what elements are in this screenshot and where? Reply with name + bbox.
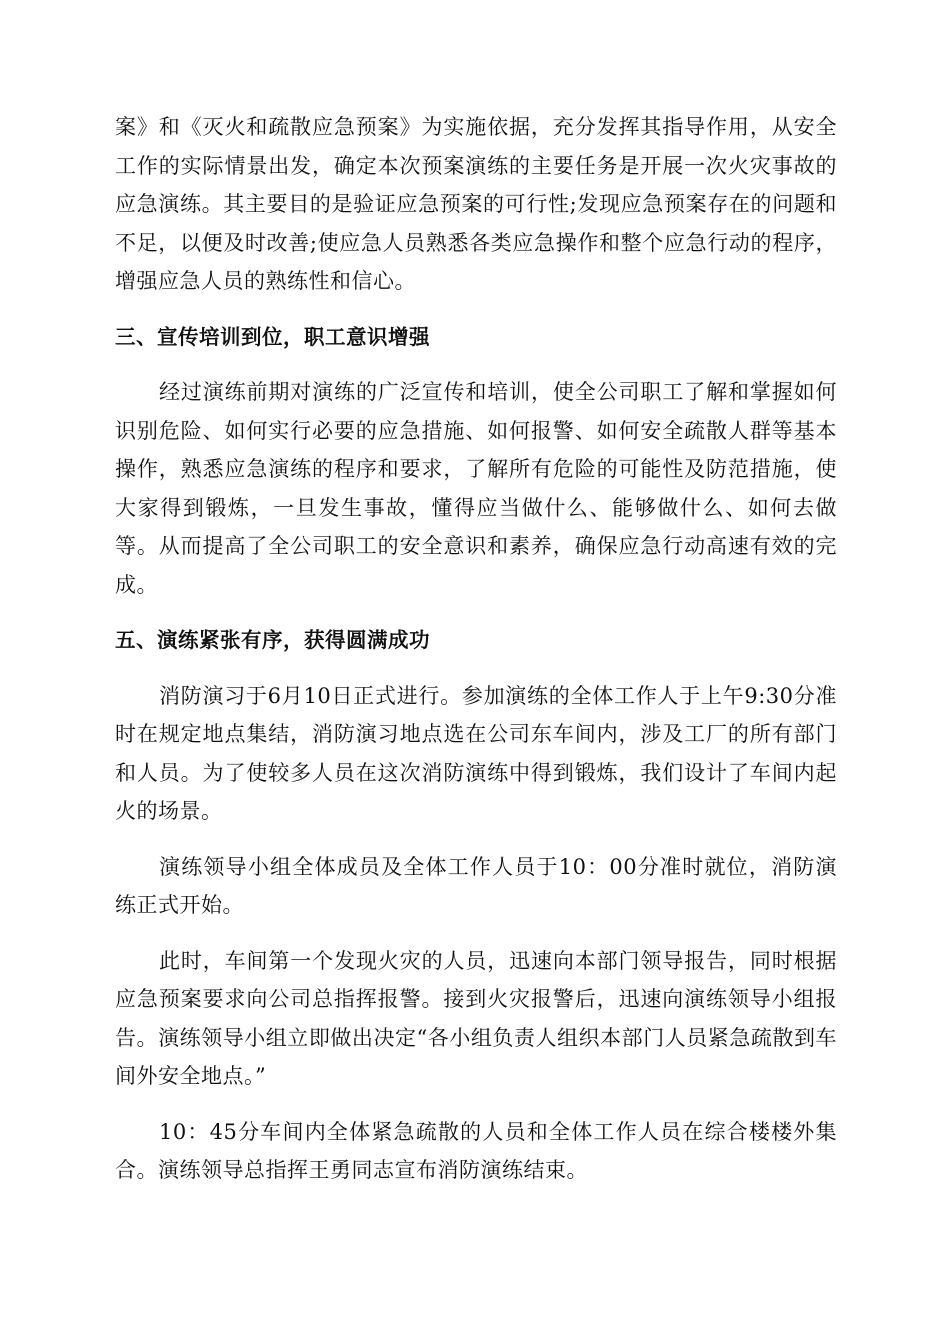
paragraph-training: 经过演练前期对演练的广泛宣传和培训，使全公司职工了解和掌握如何识别危险、如何实行必要的应急措施、如何报警、如何安全疏散人群等基本操作，熟悉应急演练的程序和要求，了解所有危险的可能性及防范措施，使大家得到锻炼，一旦发生事故，懂得应当做什么、能够做什么、如何去做等。从而提高了全公司职工的安全意识和素养，确保应急行动高速有效的完成。 bbox=[115, 380, 837, 597]
document-body bbox=[115, 108, 837, 1207]
paragraph-drill-begin: 演练领导小组全体成员及全体工作人员于10：00分准时就位，消防演练正式开始。 bbox=[115, 854, 837, 917]
section-heading-drill-success: 五、演练紧张有序，获得圆满成功 bbox=[115, 628, 430, 652]
paragraph-drill-purpose: 案》和《灭火和疏散应急预案》为实施依据，充分发挥其指导作用，从安全工作的实际情景出发，确定本次预案演练的主要任务是开展一次火灾事故的应急演练。其主要目的是验证应急预案的可行性;发现应急预案存在的问题和不足，以便及时改善;使应急人员熟悉各类应急操作和整个应急行动的程序，增强应急人员的熟练性和信心。 bbox=[115, 115, 837, 293]
section-heading-training: 三、宣传培训到位，职工意识增强 bbox=[115, 324, 430, 349]
paragraph-drill-start: 消防演习于6月10日正式进行。参加演练的全体工作人于上午9:30分准时在规定地点集结，消防演习地点选在公司东车间内，涉及工厂的所有部门和人员。为了使较多人员在这次消防演练中得到锻炼，我们设计了车间内起火的场景。 bbox=[115, 683, 837, 823]
paragraph-drill-end: 10：45分车间内全体紧急疏散的人员和全体工作人员在综合楼楼外集合。演练领导总指挥王勇同志宣布消防演练结束。 bbox=[115, 1119, 837, 1182]
paragraph-fire-report: 此时，车间第一个发现火灾的人员，迅速向本部门领导报告，同时根据应急预案要求向公司总指挥报警。接到火灾报警后，迅速向演练领导小组报告。演练领导小组立即做出决定“各小组负责人组织本部门人员紧急疏散到车间外安全地点。” bbox=[115, 948, 837, 1088]
